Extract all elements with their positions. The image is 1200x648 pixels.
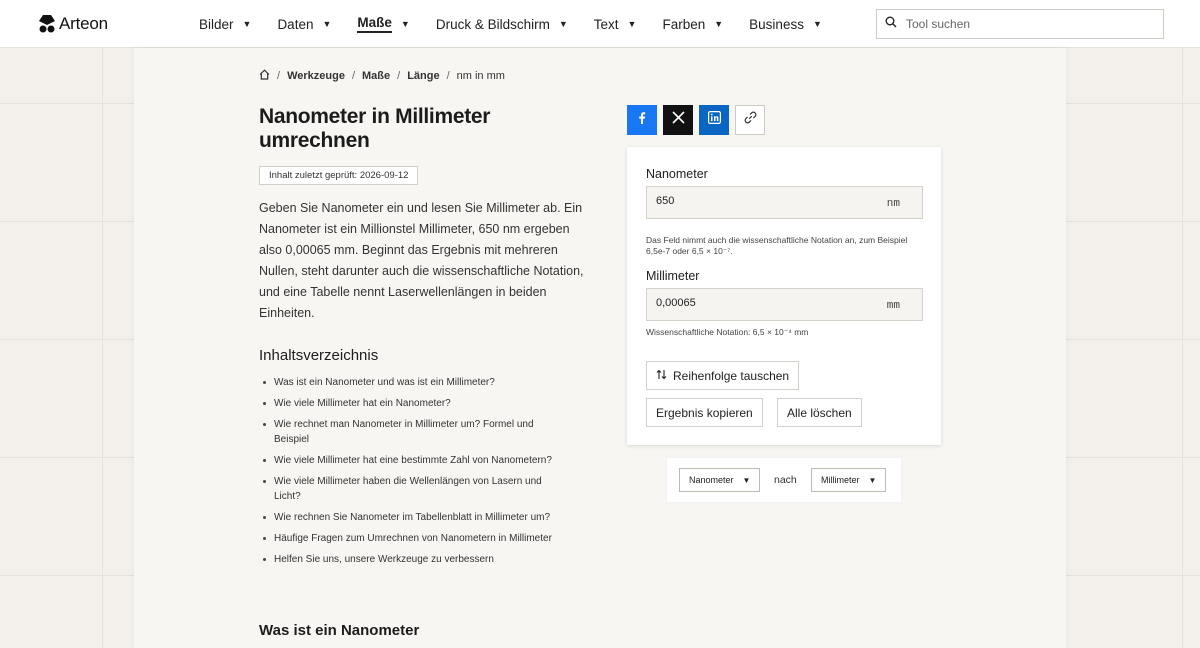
clear-all-label: Alle löschen: [787, 405, 852, 420]
copy-result-label: Ergebnis kopieren: [656, 405, 753, 420]
nav-label: Druck & Bildschirm: [435, 16, 550, 32]
toc-link[interactable]: Helfen Sie uns, unsere Werkzeuge zu verbessern: [274, 554, 494, 565]
breadcrumb: [259, 69, 505, 83]
toc-item[interactable]: [259, 375, 599, 390]
main-content: [134, 48, 1066, 648]
toc-link[interactable]: Häufige Fragen zum Umrechnen von Nanometern in Millimeter: [274, 533, 552, 544]
nav-label: Farben: [662, 16, 706, 32]
toc-item[interactable]: [259, 552, 599, 567]
nanometer-input[interactable]: [656, 195, 856, 207]
review-date-badge: Inhalt zuletzt geprüft: 2026-09-12: [259, 166, 418, 185]
swap-order-button[interactable]: [646, 361, 799, 390]
from-unit-label: Nanometer: [646, 167, 708, 181]
home-icon[interactable]: [259, 69, 270, 83]
share-bar: [627, 105, 765, 135]
toc-item[interactable]: [259, 453, 599, 468]
nav-label: Bilder: [199, 16, 234, 32]
top-navigation-bar: [0, 0, 1200, 48]
from-field-hint: Das Feld nimmt auch die wissenschaftliche Notation an, zum Beispiel 6,5e-7 oder 6,5 × 10⁻⁷.: [646, 235, 908, 256]
from-unit-suffix: nm: [886, 198, 900, 210]
breadcrumb-separator: /: [277, 70, 281, 82]
toc-heading: Inhaltsverzeichnis: [259, 347, 379, 364]
share-facebook-button[interactable]: [627, 105, 657, 135]
brand-name: Arteon: [59, 14, 108, 33]
chevron-down-icon: ▼: [627, 19, 637, 29]
unit-converter: [627, 147, 941, 445]
toc-link[interactable]: Wie viele Millimeter hat eine bestimmte Zahl von Nanometern?: [274, 455, 552, 466]
from-unit-select[interactable]: [679, 468, 760, 492]
nav-item-farben[interactable]: [662, 11, 723, 37]
share-x-button[interactable]: [663, 105, 693, 135]
to-unit-select[interactable]: [811, 468, 886, 492]
copy-link-button[interactable]: [735, 105, 765, 135]
page-title: Nanometer in Millimeter umrechnen: [259, 105, 491, 152]
chevron-down-icon: ▼: [322, 19, 332, 29]
breadcrumb-masse[interactable]: Maße: [362, 70, 391, 82]
nav-label: Text: [593, 16, 619, 32]
section-heading: Was ist ein Nanometer: [259, 622, 420, 639]
breadcrumb-separator: /: [397, 70, 401, 82]
toc-link[interactable]: Wie viele Millimeter hat ein Nanometer?: [274, 398, 451, 409]
chevron-down-icon: ▼: [242, 19, 252, 29]
to-unit-select-value: Millimeter: [821, 475, 860, 485]
brand-logo[interactable]: [39, 14, 108, 34]
nav-item-text[interactable]: [594, 11, 637, 37]
toc-item[interactable]: [259, 531, 599, 546]
to-unit-suffix: mm: [886, 300, 900, 312]
arteon-logo-icon: [39, 15, 55, 33]
to-unit-label: Millimeter: [646, 269, 700, 283]
nav-label: Daten: [277, 16, 314, 32]
chevron-down-icon: ▼: [868, 475, 877, 485]
swap-arrows-icon: [656, 369, 667, 383]
from-field[interactable]: [646, 186, 923, 219]
chevron-down-icon: ▼: [742, 475, 751, 485]
chevron-down-icon: ▼: [714, 19, 724, 29]
scientific-notation-hint: Wissenschaftliche Notation: 6,5 × 10⁻⁴ mm: [646, 327, 809, 337]
intro-text: Geben Sie Nanometer ein und lesen Sie Millimeter ab. Ein Nanometer ist ein Millionstel Millimeter, 650 nm ergeben also 0,00065 mm. Beginnt das Ergebnis mit mehreren Nullen, steht darunter auch die wissenschaftliche Notation, und eine Tabelle nennt Laserwellenlängen in beiden Einheiten.: [259, 201, 584, 320]
nav-label: Maße: [357, 15, 392, 33]
link-icon: [744, 111, 757, 129]
toc-link[interactable]: Wie viele Millimeter haben die Wellenlängen von Lasern und Licht?: [274, 476, 542, 502]
chevron-down-icon: ▼: [400, 19, 410, 29]
nav-item-masse[interactable]: [357, 11, 409, 37]
table-of-contents: [259, 375, 599, 573]
nav-item-druck-bildschirm[interactable]: [436, 11, 568, 37]
clear-all-button[interactable]: [777, 398, 862, 427]
nav-item-daten[interactable]: [277, 11, 331, 37]
toc-item[interactable]: [259, 510, 599, 525]
breadcrumb-laenge[interactable]: Länge: [407, 70, 440, 82]
breadcrumb-separator: /: [351, 70, 355, 82]
share-linkedin-button[interactable]: [699, 105, 729, 135]
toc-link[interactable]: Was ist ein Nanometer und was ist ein Millimeter?: [274, 377, 495, 388]
toc-item[interactable]: [259, 474, 599, 504]
toc-link[interactable]: Wie rechnen Sie Nanometer im Tabellenblatt in Millimeter um?: [274, 512, 551, 523]
nav-item-bilder[interactable]: [199, 11, 251, 37]
chevron-down-icon: ▼: [812, 19, 822, 29]
toc-link[interactable]: Wie rechnet man Nanometer in Millimeter um? Formel und Beispiel: [274, 419, 534, 445]
x-icon: [672, 111, 685, 129]
toc-item[interactable]: [259, 417, 599, 447]
breadcrumb-separator: /: [446, 70, 450, 82]
search-box[interactable]: [876, 9, 1164, 39]
millimeter-input[interactable]: [656, 297, 856, 309]
copy-result-button[interactable]: [646, 398, 763, 427]
breadcrumb-werkzeuge[interactable]: Werkzeuge: [287, 70, 345, 82]
main-nav: [199, 0, 848, 48]
chevron-down-icon: ▼: [558, 19, 568, 29]
search-icon: [885, 15, 897, 33]
unit-pair-selector: [667, 458, 901, 502]
facebook-icon: [635, 111, 649, 130]
toc-item[interactable]: [259, 396, 599, 411]
nav-label: Business: [749, 16, 804, 32]
from-unit-select-value: Nanometer: [689, 475, 734, 485]
unit-joiner: nach: [774, 474, 797, 486]
swap-order-label: Reihenfolge tauschen: [673, 368, 790, 383]
to-field[interactable]: [646, 288, 923, 321]
linkedin-icon: [708, 111, 721, 129]
breadcrumb-current: nm in mm: [456, 70, 505, 82]
nav-item-business[interactable]: [749, 11, 822, 37]
search-input[interactable]: [906, 17, 1146, 31]
